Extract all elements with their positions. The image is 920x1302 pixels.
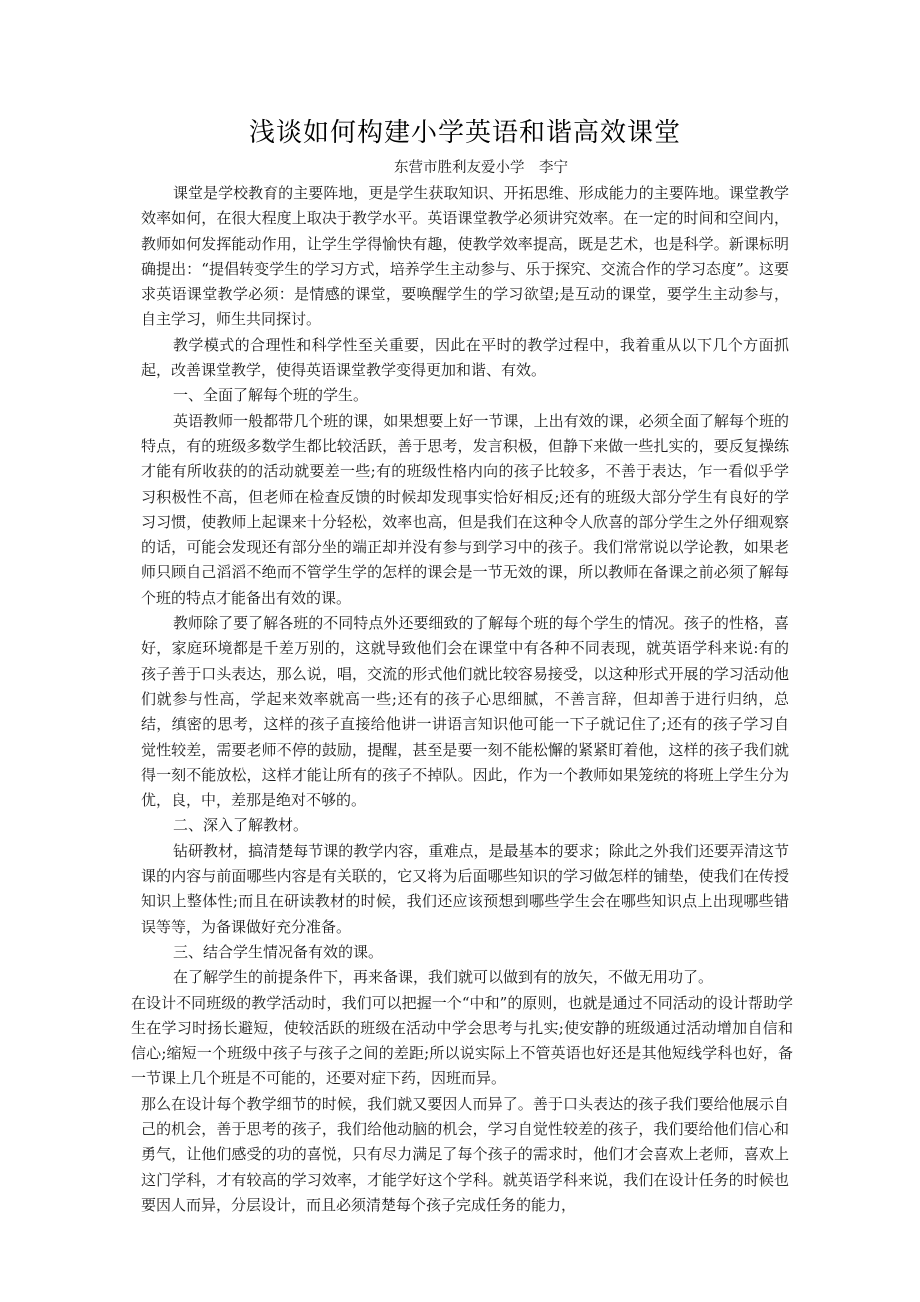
section-heading-2: 二、深入了解教材。: [173, 816, 309, 835]
document-title: 浅谈如何构建小学英语和谐高效课堂: [248, 118, 681, 148]
paragraph-lesson-prep: 在了解学生的前提条件下，再来备课，我们就可以做到有的放矢，不做无用功了。: [173, 968, 714, 987]
section-heading-1: 一、全面了解每个班的学生。: [173, 386, 369, 405]
paragraph-class-features: 英语教师一般都带几个班的课，如果想要上好一节课，上出有效的课，必须全面了解每个班的特点，有的班级多数学生都比较活跃，善于思考，发言积极，但静下来做一些扎实的，要反复操练才能有所收获的的活动就要差一些;有的班级性格内向的孩子比较多，不善于表达，乍一看似乎学习积极性不高，但老师在检查反馈的时候却发现事实恰好相反;还有的班级大部分学生有良好的学习习惯，使教师上起课来十分轻松，效率也高，但是我们在这种令人欣喜的部分学生之外仔细观察的话，可能会发现还有部分坐的端正却并没有参与到学习中的孩子。我们常常说以学论教，如果老师只顾自己滔滔不绝而不管学生学的怎样的课会是一节无效的课，所以教师在备课之前必须了解每个班的特点才能备出有效的课。: [141, 411, 789, 607]
paragraph-class-design: 在设计不同班级的教学活动时，我们可以把握一个“中和”的原则，也就是通过不同活动的设计帮助学生在学习时扬长避短，使较活跃的班级在活动中学会思考与扎实;使安静的班级通过活动增加自信和信心;缩短一个班级中孩子与孩子之间的差距;所以说实际上不管英语也好还是其他短线学科也好，备一节课上几个班是不可能的，还要对症下药，因班而异。: [131, 993, 793, 1088]
paragraph-detail-design: 那么在设计每个教学细节的时候，我们就又要因人而异了。善于口头表达的孩子我们要给他展示自己的机会，善于思考的孩子，我们给他动脑的机会，学习自觉性较差的孩子，我们要给他们信心和勇气，让他们感受的功的喜悦，只有尽力满足了每个孩子的需求时，他们才会喜欢上老师，喜欢上这门学科，才有较高的学习效率，才能学好这个学科。就英语学科来说，我们在设计任务的时候也要因人而异，分层设计，而且必须清楚每个孩子完成任务的能力，: [141, 1094, 789, 1214]
paragraph-student-details: 教师除了要了解各班的不同特点外还要细致的了解每个班的每个学生的情况。孩子的性格，喜好，家庭环境都是千差万别的，这就导致他们会在课堂中有各种不同表现，就英语学科来说:有的孩子善于口头表达，那么说，唱，交流的形式他们就比较容易接受，以这种形式开展的学习活动他们就参与性高，学起来效率就高一些;还有的孩子心思细腻，不善言辞，但却善于进行归纳，总结，缜密的思考，这样的孩子直接给他讲一讲语言知识他可能一下子就记住了;还有的孩子学习自觉性较差，需要老师不停的鼓励，提醒，甚至是要一刻不能松懈的紧紧盯着他，这样的孩子我们就得一刻不能放松，这样才能让所有的孩子不掉队。因此，作为一个教师如果笼统的将班上学生分为优，良，中，差那是绝对不够的。: [141, 614, 789, 810]
paragraph-intro: 课堂是学校教育的主要阵地，更是学生获取知识、开拓思维、形成能力的主要阵地。课堂教学效率如何，在很大程度上取决于教学水平。英语课堂教学必须讲究效率。在一定的时间和空间内，教师如何发挥能动作用，让学生学得愉快有趣，使教学效率提高，既是艺术，也是科学。新课标明确提出：“提倡转变学生的学习方式，培养学生主动参与、乐于探究、交流合作的学习态度”。这要求英语课堂教学必须：是情感的课堂，要唤醒学生的学习欲望;是互动的课堂，要学生主动参与，自主学习，师生共同探讨。: [141, 184, 789, 329]
author-byline: 东营市胜利友爱小学 李宁: [394, 160, 568, 176]
paragraph-approach: 教学模式的合理性和科学性至关重要，因此在平时的教学过程中，我着重从以下几个方面抓起，改善课堂教学，使得英语课堂教学变得更加和谐、有效。: [141, 335, 789, 380]
section-heading-3: 三、结合学生情况备有效的课。: [173, 942, 384, 961]
paragraph-textbook: 钻研教材，搞清楚每节课的教学内容，重难点，是最基本的要求；除此之外我们还要弄清这节课的内容与前面哪些内容是有关联的，它又将为后面哪些知识的学习做怎样的铺垫，使我们在传授知识上整体性;而且在研读教材的时候，我们还应该预想到哪些学生会在哪些知识点上出现哪些错误等等，为备课做好充分准备。: [141, 841, 789, 936]
document-page: [131, 110, 793, 1218]
